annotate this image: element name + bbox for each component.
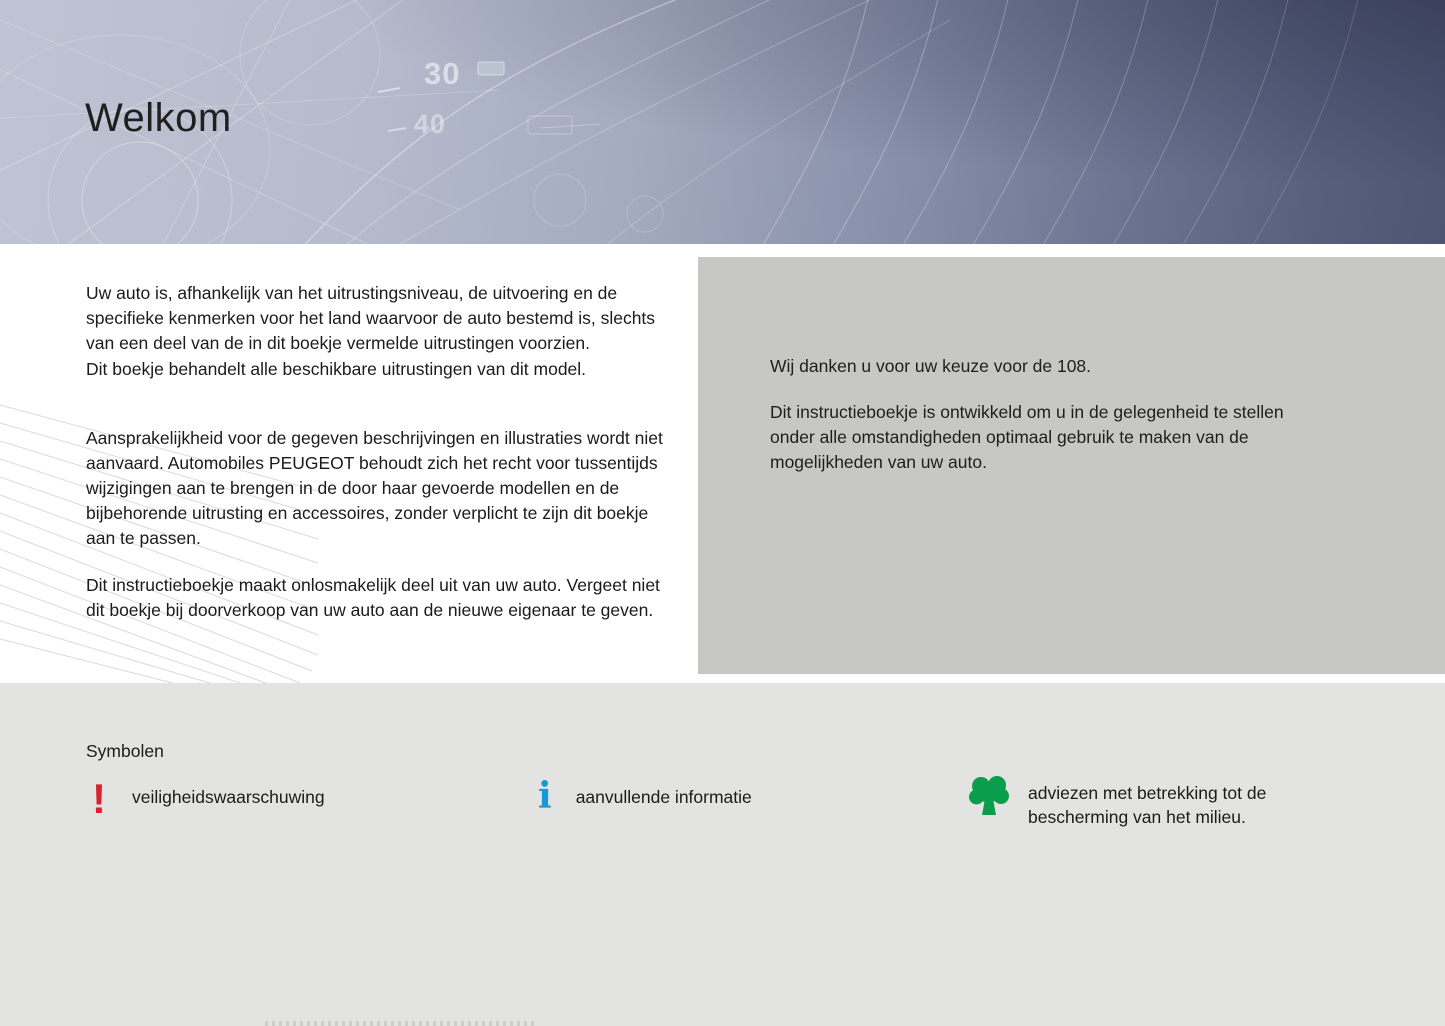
thanks-paragraph: Wij danken u voor uw keuze voor de 108. — [770, 356, 1092, 376]
symbol-item-eco — [968, 779, 1296, 829]
symbol-item-warning — [92, 775, 325, 822]
purpose-paragraph: Dit instructieboekje is ontwikkeld om u in de gelegenheid te stellen onder alle omstandigheden optimaal gebruik te maken van de mogelijkheden van uw auto. — [770, 402, 1284, 472]
banner — [0, 0, 1445, 244]
symbols-section — [0, 683, 1445, 1026]
symbol-item-info — [538, 775, 752, 817]
symbol-label-warning: veiligheidswaarschuwing — [132, 787, 325, 807]
info-icon: i — [538, 775, 552, 817]
gauge-40-label: 40 — [414, 109, 447, 139]
thanks-panel — [698, 257, 1445, 674]
liability-paragraph: Aansprakelijkheid voor de gegeven beschrijvingen en illustraties wordt niet aanvaard. Automobiles PEUGEOT behoudt zich het recht voor tussentijds wijzigingen aan te brengen in de door haar gevoerde modellen en de bijbehorende uitrusting en accessoires, zonder verplicht te zijn dit boekje aan te passen. — [86, 428, 663, 548]
symbol-label-eco: adviezen met betrekking tot de bescherming van het milieu. — [1028, 783, 1267, 827]
symbols-heading: Symbolen — [86, 741, 164, 761]
tree-icon — [968, 773, 1010, 819]
intro-paragraph-coverage: Dit boekje behandelt alle beschikbare uitrustingen van dit model. — [86, 359, 587, 379]
handover-paragraph: Dit instructieboekje maakt onlosmakelijk deel uit van uw auto. Vergeet niet dit boekje bij doorverkoop van uw auto aan de nieuwe eigenaar te geven. — [86, 575, 660, 620]
cutoff-text-artifact — [265, 1021, 537, 1026]
gauge-30-label: 30 — [424, 56, 461, 91]
warning-exclamation-icon: ! — [92, 775, 106, 822]
intro-column — [86, 281, 664, 623]
intro-paragraph-equipment: Uw auto is, afhankelijk van het uitrustingsniveau, de uitvoering en de specifieke kenmerken voor het land waarvoor de auto bestemd is, slechts van een deel van de in dit boekje vermelde uitrustingen voorzien. — [86, 283, 656, 353]
page-title: Welkom — [85, 96, 232, 140]
symbol-label-info: aanvullende informatie — [575, 787, 752, 807]
